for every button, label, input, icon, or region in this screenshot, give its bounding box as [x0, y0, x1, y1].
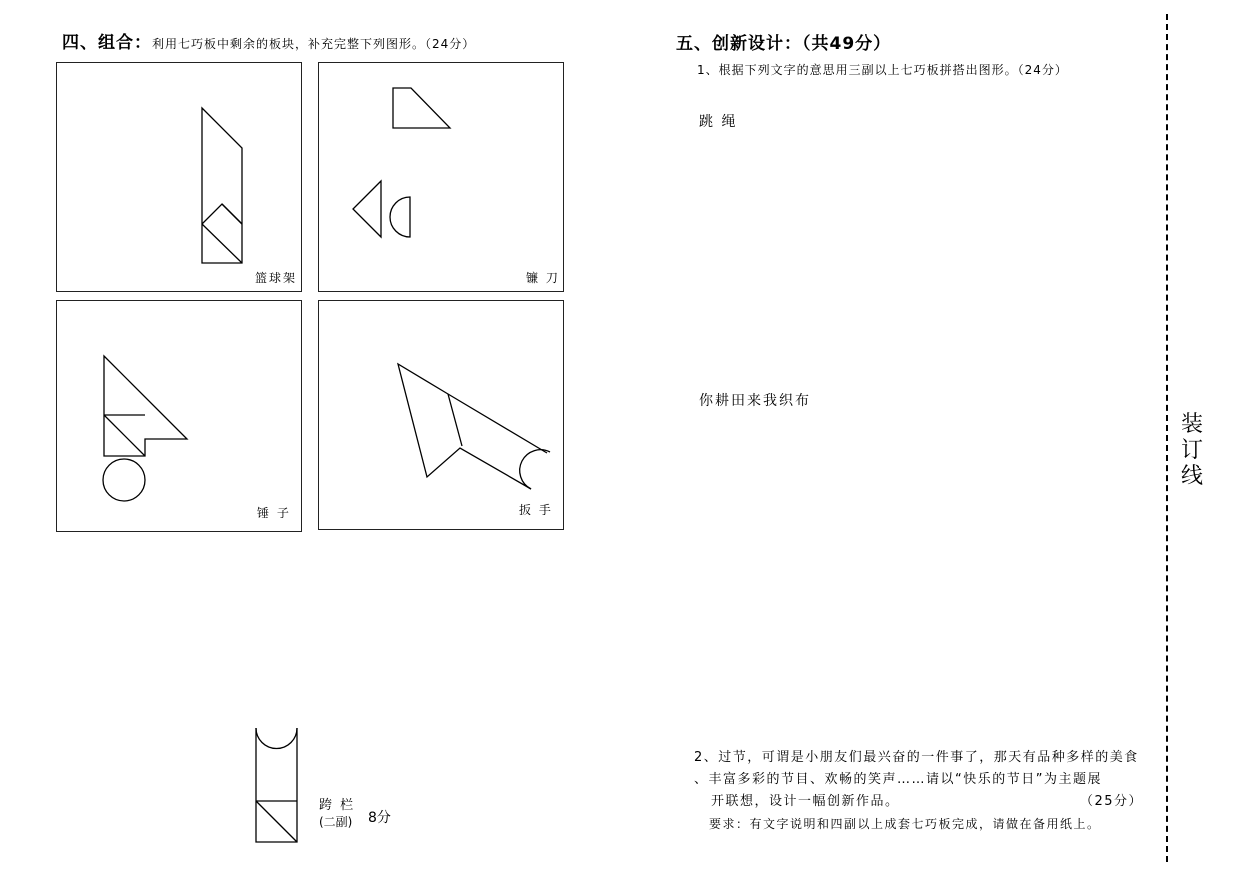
section5-q2 — [694, 747, 1154, 835]
section4-instruction: 利用七巧板中剩余的板块，补充完整下列图形。（24分） — [152, 37, 476, 51]
prompt-farming-weaving: 你耕田来我织布 — [699, 393, 811, 409]
sickle-triangle — [353, 181, 381, 237]
hoop-inner-diagonal — [222, 204, 242, 224]
hurdle-score: 8分 — [368, 810, 391, 826]
binding-label: 装订线 — [1180, 412, 1203, 489]
q2-score: （25分） — [1080, 794, 1144, 809]
hoop-outline — [202, 108, 242, 263]
hurdle-outline — [256, 728, 297, 842]
hurdle-shape — [256, 728, 297, 842]
hoop-inner-triangle — [202, 204, 242, 224]
figure-label: 篮球架 — [255, 271, 298, 285]
wrench-end-arc — [520, 450, 550, 489]
binding-line — [1166, 14, 1168, 862]
section5-q1: 1、根据下列文字的意思用三副以上七巧板拼搭出图形。（24分） — [697, 63, 1068, 77]
q2-line-2: 、丰富多彩的节目、欢畅的笑声……请以“快乐的节日”为主题展 — [694, 772, 1102, 787]
hurdle-count: (二副) — [319, 815, 353, 829]
hoop-lower-diagonal — [202, 224, 242, 263]
q2-line-3: 开联想，设计一幅创新作品。 — [711, 794, 900, 809]
hurdle-name: 跨 栏 — [319, 798, 356, 813]
q2-line-3-row — [694, 791, 1154, 813]
hammer-shape — [103, 356, 187, 501]
sickle-blade — [393, 88, 450, 128]
prompt-jump-rope: 跳 绳 — [699, 114, 738, 130]
hurdle-label — [319, 798, 355, 830]
section4-title: 四、组合： — [62, 33, 152, 53]
hammer-inner-line-1 — [104, 415, 145, 456]
sickle-shape — [353, 88, 450, 237]
hammer-circle — [103, 459, 145, 501]
hammer-head — [104, 356, 187, 456]
figure-label: 镰 刀 — [526, 271, 560, 285]
figure-label: 扳 手 — [519, 503, 553, 517]
figure-label: 锤 子 — [257, 506, 291, 520]
q2-requirement: 要求：有文字说明和四副以上成套七巧板完成，请做在备用纸上。 — [709, 817, 1101, 831]
sickle-semicircle — [390, 197, 410, 237]
basketball-hoop-shape — [202, 108, 242, 263]
hurdle-diagonal — [256, 801, 297, 842]
hurdle-top-arc — [256, 728, 297, 749]
wrench-shape — [398, 364, 550, 489]
section5-title: 五、创新设计：（共49分） — [676, 34, 892, 54]
wrench-outline — [398, 364, 547, 489]
q2-line-1: 2、过节，可谓是小朋友们最兴奋的一件事了，那天有品种多样的美食 — [694, 750, 1139, 765]
